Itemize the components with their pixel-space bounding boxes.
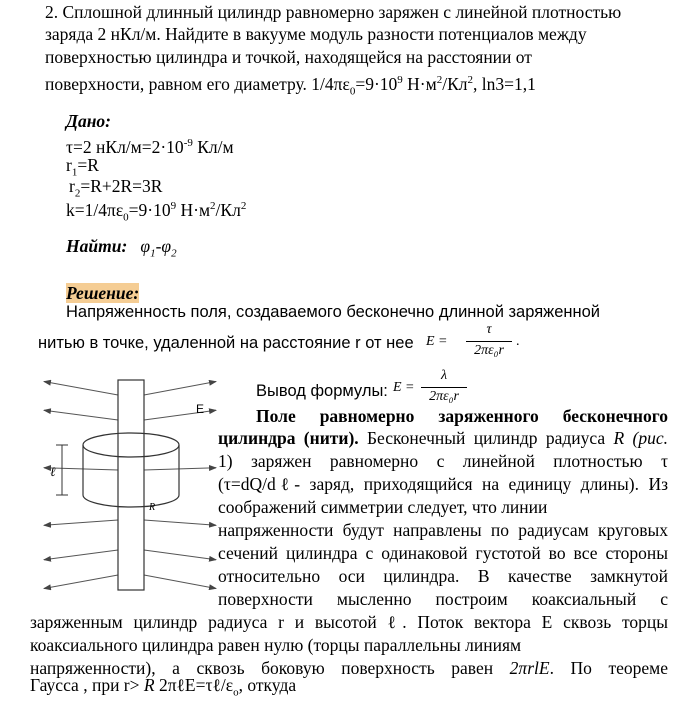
- formula-e-lambda: E = λ 2πε₀r: [393, 368, 483, 410]
- charged-cylinder: [118, 380, 144, 590]
- figure-label-e: E: [196, 402, 205, 416]
- cyl-line-6: напряженности будут направлены по радиусам круговых: [218, 520, 668, 540]
- field-line: [44, 550, 118, 560]
- cyl-line-5: соображений симметрии следует, что линии: [218, 497, 548, 517]
- given-k: $k=1/4\pi\varepsilon_0=9\cdot 10^9$ $Н\cdot м^2/Кл^2$: [66, 199, 247, 224]
- problem-line-1: 2. Сплошной длинный цилиндр равномерно заряжен с линейной плотностью: [45, 2, 622, 22]
- field-line: [144, 520, 216, 525]
- given-title: Дано:: [66, 111, 111, 131]
- problem-line-4: поверхности, равном его диаметру. $1/4\pi\varepsilon_0=9\cdot 10^9$ $Н\cdot м^2/Кл^2$, ln3=1,1: [45, 73, 536, 98]
- cyl-line-7: сечений цилиндра с одинаковой густотой во все стороны: [218, 543, 668, 563]
- field-line: [144, 468, 216, 470]
- problem-line-2: заряда 2 нКл/м. Найдите в вакууме модуль разности потенциалов между: [45, 24, 587, 44]
- field-line: [144, 382, 216, 396]
- cyl-line-13: Гаусса , при r> R $2\pi\ell E=\tau\ell/\varepsilon_o$, откуда: [30, 675, 297, 699]
- cylinder-field-figure: [40, 375, 220, 595]
- derivation-label: Вывод формулы:: [256, 382, 388, 400]
- given-r2: $r_2=R+2R=3R$: [69, 176, 163, 200]
- field-line: [144, 410, 216, 420]
- solution-title: Решение:: [66, 283, 140, 303]
- cyl-line-11: коаксиального цилиндра равен нулю (торцы параллельны линиям: [30, 635, 522, 655]
- field-line: [44, 410, 118, 420]
- solution-p1-line2: нитью в точке, удаленной на расстояние r от нее: [38, 334, 414, 352]
- figure-label-r: R: [149, 502, 156, 513]
- field-line: [44, 520, 118, 525]
- given-r1: $r_1=R$: [66, 155, 99, 179]
- cyl-line-9: поверхности мысленно построим коаксиальный с: [218, 589, 668, 609]
- cyl-line-3: 1) заряжен равномерно с линейной плотностью τ: [218, 451, 668, 471]
- cyl-line-4: (τ=dQ/dℓ- заряд, приходящийся на единицу длины). Из: [218, 474, 668, 494]
- given-tau: τ=2 нКл/$м=2\cdot 10^{-9}$ Кл/м: [66, 136, 234, 157]
- field-line: [44, 575, 118, 589]
- cyl-line-1: Поле равномерно заряженного бесконечного: [256, 406, 668, 426]
- problem-line-3: поверхностью цилиндра и точкой, находящейся на расстоянии от: [45, 47, 532, 67]
- field-line: [144, 575, 216, 589]
- formula-e-tau: E = τ 2πε₀r .: [426, 322, 520, 358]
- find-line: Найти: $\varphi_1-\varphi_2$: [66, 236, 177, 260]
- field-line: [144, 550, 216, 560]
- cyl-line-2: цилиндра (нити). Бесконечный цилиндр радиуса R (рис.: [218, 428, 668, 448]
- figure-label-l: ℓ: [50, 464, 56, 479]
- cyl-line-10: заряженным цилиндр радиуса r и высотой ℓ. Поток вектора E сквозь торцы: [30, 612, 668, 632]
- cyl-line-12: напряженности), а сквозь боковую поверхность равен 2πrlE. По теореме: [30, 658, 668, 678]
- cyl-line-8: относительно оси цилиндра. В качестве замкнутой: [218, 566, 668, 586]
- solution-p1-line1: Напряженность поля, создаваемого бесконечно длинной заряженной: [66, 303, 600, 321]
- field-line: [44, 382, 118, 396]
